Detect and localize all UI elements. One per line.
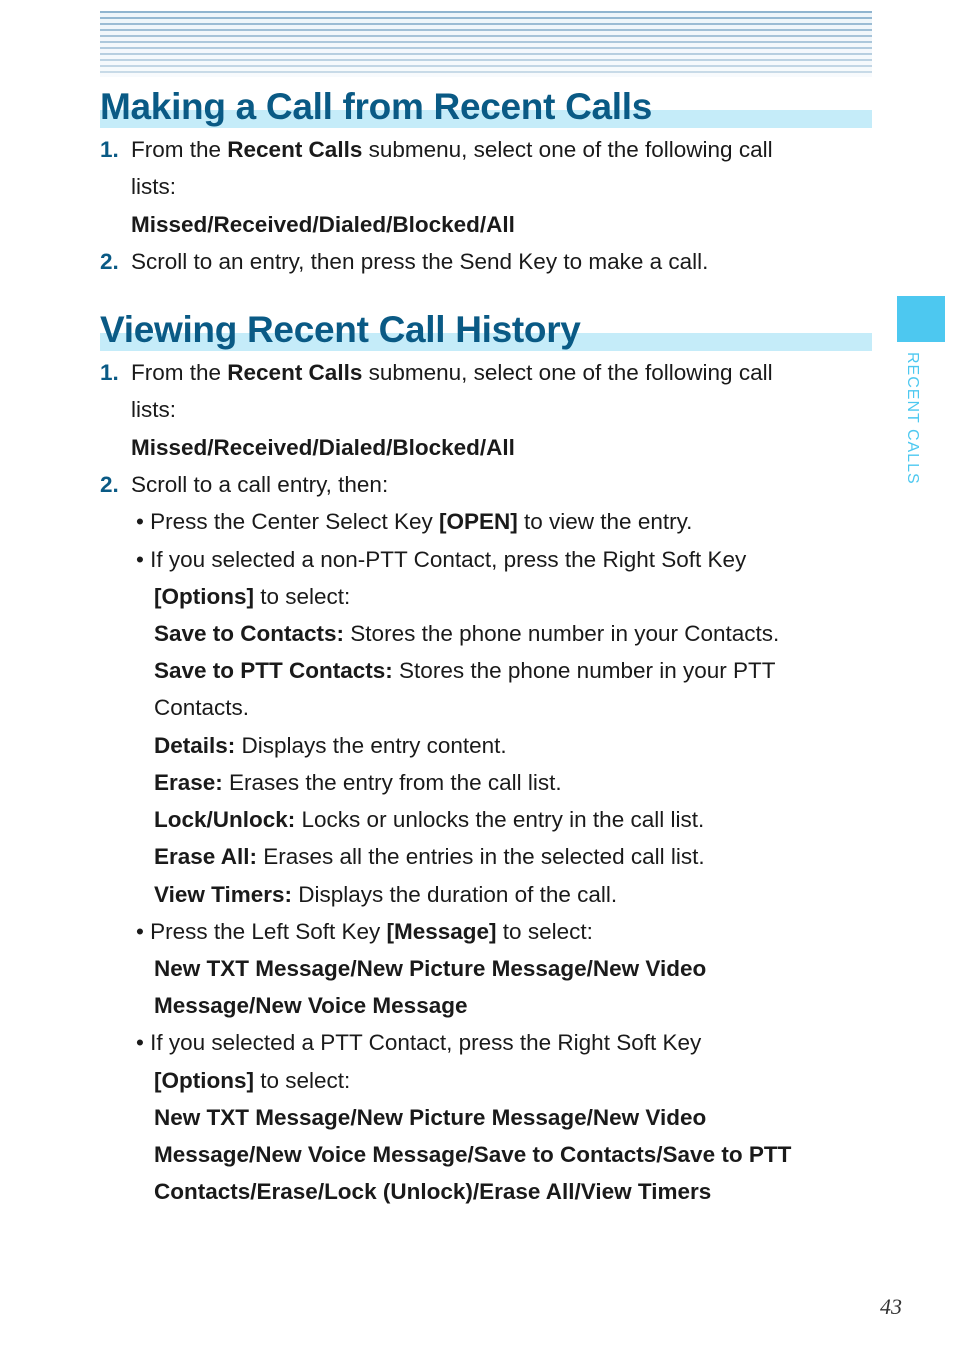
bullet-key: [Options] — [154, 1068, 254, 1093]
option-item — [154, 805, 704, 835]
option-desc: Erases the entry from the call list. — [222, 770, 562, 795]
ptt-options-continued: Contacts/Erase/Lock (Unlock)/Erase All/View Timers — [154, 1179, 712, 1204]
bullet-item: • If you selected a PTT Contact, press the Right Soft Key — [136, 1030, 702, 1055]
option-label: Erase All: — [154, 844, 257, 869]
section-title: Making a Call from Recent Calls — [100, 86, 653, 127]
bullet-continued — [154, 582, 350, 612]
message-options-continued: Message/New Voice Message — [154, 993, 468, 1018]
step-text-continued: lists: — [131, 174, 176, 199]
bullet-key: [Options] — [154, 584, 254, 609]
step-text-pre: From the — [131, 360, 228, 385]
step-text-continued: lists: — [131, 397, 176, 422]
option-item-continued — [154, 693, 249, 723]
step-number: 1. — [100, 137, 119, 162]
option-desc: Stores the phone number in your Contacts. — [344, 621, 780, 646]
bullet-continued — [154, 1066, 350, 1096]
section-heading-viewing-history — [100, 309, 872, 353]
step-text — [131, 135, 773, 165]
message-options: New TXT Message/New Picture Message/New Video — [154, 956, 707, 981]
option-item — [154, 619, 779, 649]
bullet-pre: • Press the Left Soft Key — [136, 919, 387, 944]
call-list-options: Missed/Received/Dialed/Blocked/All — [131, 435, 515, 460]
chapter-tab-label: RECENT CALLS — [904, 352, 921, 485]
step-text-post: submenu, select one of the following call — [362, 360, 773, 385]
option-label: Erase: — [154, 770, 223, 795]
bullet-key: [Message] — [386, 919, 497, 944]
option-item — [154, 880, 617, 910]
ptt-options: New TXT Message/New Picture Message/New Video — [154, 1105, 707, 1130]
bullet-post: to view the entry. — [517, 509, 693, 534]
bullet-item — [136, 507, 692, 537]
page-number: 43 — [880, 1294, 902, 1319]
section-heading-making-call — [100, 86, 872, 130]
option-desc: Contacts. — [154, 695, 250, 720]
option-label: Save to PTT Contacts: — [154, 658, 393, 683]
option-label: Save to Contacts: — [154, 621, 345, 646]
option-label: Details: — [154, 733, 236, 758]
ptt-options-continued: Message/New Voice Message/Save to Contacts/Save to PTT — [154, 1142, 792, 1167]
step-text-bold: Recent Calls — [227, 360, 363, 385]
option-desc: Erases all the entries in the selected call list. — [256, 844, 705, 869]
bullet-post: to select: — [253, 1068, 351, 1093]
step-number: 2. — [100, 472, 119, 497]
step-number: 1. — [100, 360, 119, 385]
step-text: Scroll to a call entry, then: — [131, 472, 389, 497]
header-stripe-band — [100, 11, 872, 77]
option-label: View Timers: — [154, 882, 292, 907]
bullet-post: to select: — [253, 584, 351, 609]
option-item — [154, 842, 705, 872]
option-desc: Locks or unlocks the entry in the call list. — [295, 807, 705, 832]
section-title: Viewing Recent Call History — [100, 309, 581, 350]
option-label: Lock/Unlock: — [154, 807, 296, 832]
step-text-bold: Recent Calls — [227, 137, 363, 162]
step-text — [131, 358, 773, 388]
chapter-tab-marker — [897, 296, 945, 342]
step-text-post: submenu, select one of the following call — [362, 137, 773, 162]
option-item — [154, 768, 562, 798]
option-desc: Stores the phone number in your PTT — [392, 658, 776, 683]
step-text-pre: From the — [131, 137, 228, 162]
option-item — [154, 731, 507, 761]
step-number: 2. — [100, 249, 119, 274]
bullet-item: • If you selected a non-PTT Contact, press the Right Soft Key — [136, 547, 747, 572]
bullet-item — [136, 917, 593, 947]
option-desc: Displays the entry content. — [235, 733, 507, 758]
bullet-post: to select: — [496, 919, 593, 944]
bullet-pre: • Press the Center Select Key — [136, 509, 440, 534]
call-list-options: Missed/Received/Dialed/Blocked/All — [131, 212, 515, 237]
option-item — [154, 656, 776, 686]
bullet-key: [OPEN] — [439, 509, 518, 534]
option-desc: Displays the duration of the call. — [292, 882, 618, 907]
step-text: Scroll to an entry, then press the Send Key to make a call. — [131, 249, 709, 274]
